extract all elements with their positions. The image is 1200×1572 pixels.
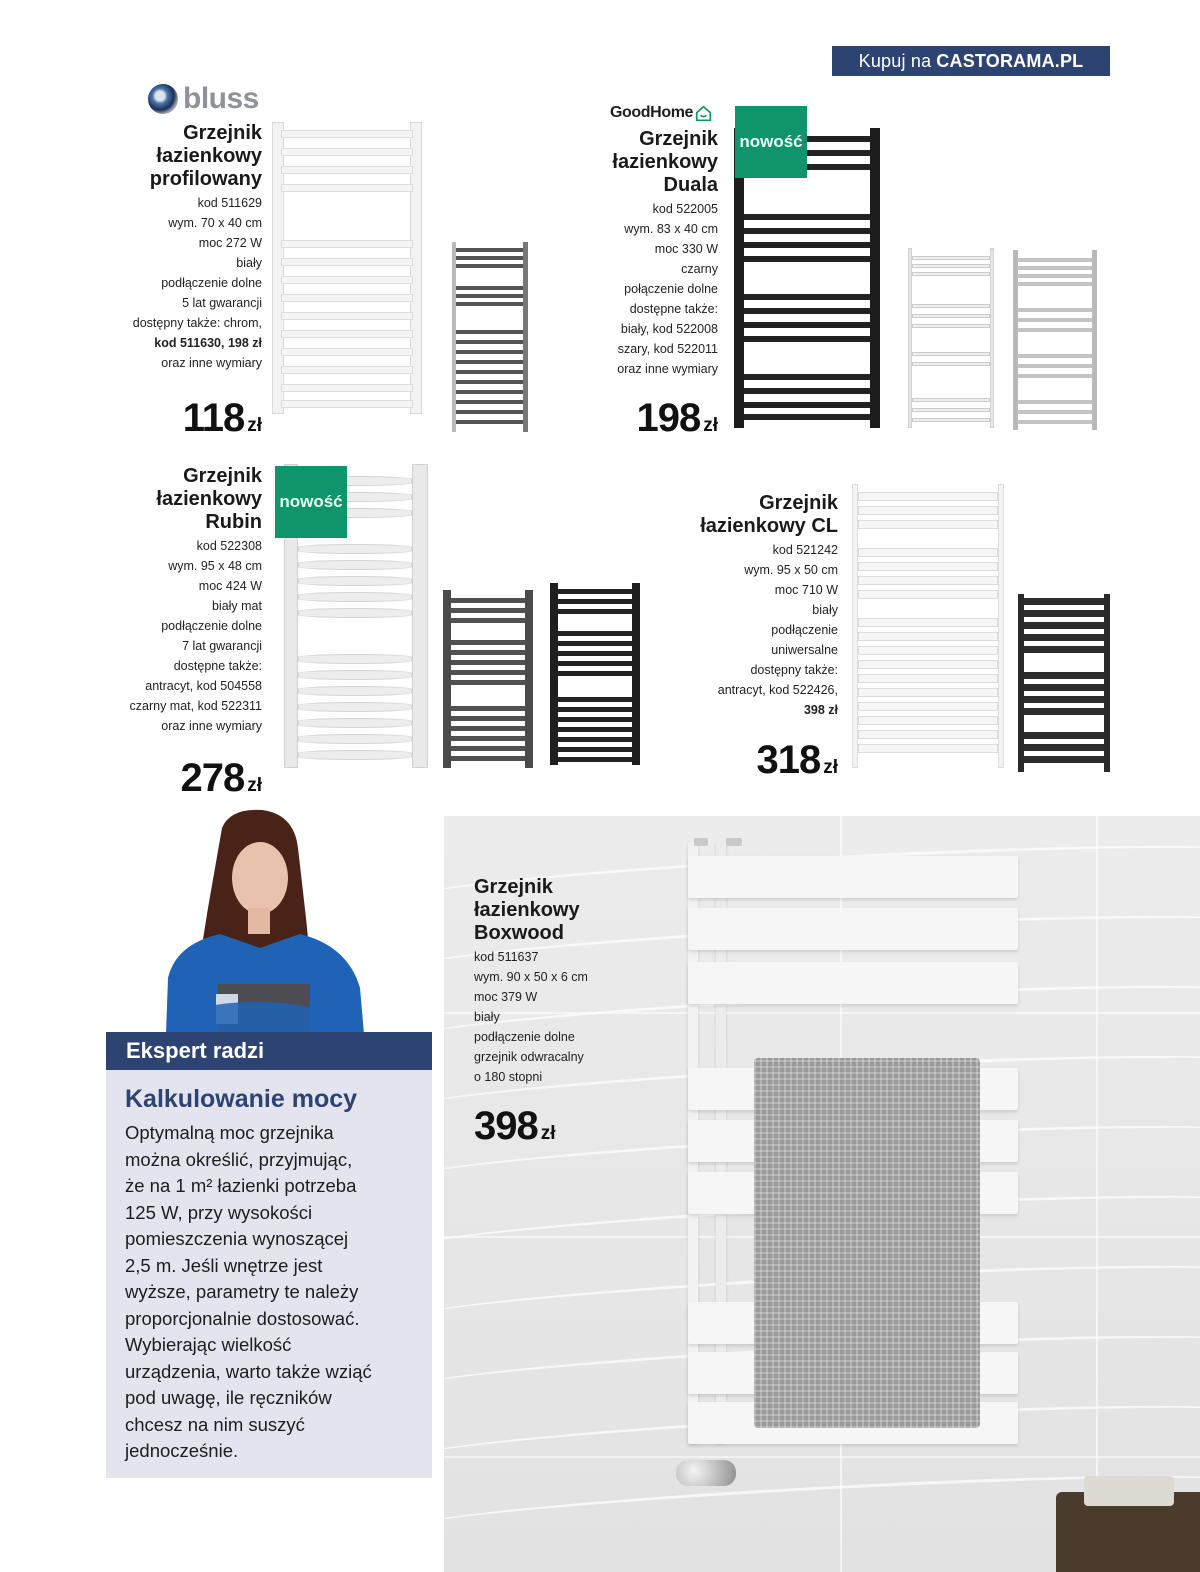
brand-name: GoodHome bbox=[610, 104, 694, 121]
product-specs: kod 521242 wym. 95 x 50 cm moc 710 W biały podłączenie uniwersalne dostępny także: antracyt, kod 522426, 398 zł bbox=[717, 543, 838, 717]
bluss-logo-icon bbox=[148, 84, 178, 114]
product-specs: kod 511629 wym. 70 x 40 cm moc 272 W biały podłączenie dolne 5 lat gwarancji dostępny także: chrom, kod 511630, 198 zł oraz inne wymiary bbox=[132, 196, 262, 370]
radiator-image-chrome bbox=[452, 242, 528, 432]
product-card-duala bbox=[518, 128, 718, 379]
radiator-image-white-curved bbox=[272, 122, 422, 414]
product-card-boxwood bbox=[474, 876, 674, 1087]
product-price: 398 zł bbox=[474, 1104, 556, 1148]
bluss-logo bbox=[148, 82, 259, 116]
product-title: Grzejnik łazienkowy Rubin bbox=[156, 465, 262, 533]
product-price: 318 zł bbox=[756, 738, 838, 782]
product-title: Grzejnik łazienkowy profilowany bbox=[149, 122, 262, 190]
expert-photo bbox=[160, 808, 370, 1034]
expert-advice-header: Ekspert radzi bbox=[106, 1032, 432, 1070]
goodhome-logo bbox=[610, 104, 712, 122]
product-title: Grzejnik łazienkowy CL bbox=[700, 492, 838, 537]
banner-site: CASTORAMA.PL bbox=[936, 50, 1084, 71]
expert-advice-title: Kalkulowanie mocy bbox=[125, 1085, 358, 1113]
expert-advice-text: Optymalną moc grzejnika można określić, przyjmując, że na 1 m² łazienki potrzeba 125 W, przy wysokości pomieszczenia wynoszącej 2,5 m. Jeśli wnętrze jest wyższe, parametry te należy proporcjonalnie dostosować. Wybierając wielkość urządzenia, warto także wziąć pod uwagę, ile ręczników chcesz na nim suszyć jednocześnie. bbox=[125, 1122, 372, 1461]
product-specs: kod 522005 wym. 83 x 40 cm moc 330 W czarny połączenie dolne dostępne także: biały, kod 522008 szary, kod 522011 oraz inne wymiary bbox=[617, 202, 718, 376]
product-price: 278 zł bbox=[180, 756, 262, 800]
product-price: 118 zł bbox=[182, 396, 262, 440]
product-title: Grzejnik łazienkowy Boxwood bbox=[474, 876, 580, 944]
goodhome-house-icon bbox=[695, 105, 712, 122]
product-title: Grzejnik łazienkowy Duala bbox=[612, 128, 718, 196]
product-card-cl bbox=[648, 492, 838, 720]
new-badge: nowość bbox=[735, 106, 807, 178]
product-card-rubin bbox=[72, 465, 262, 736]
new-badge: nowość bbox=[275, 466, 347, 538]
radiator-image-grey-variant bbox=[1013, 250, 1097, 430]
banner-prefix: Kupuj na bbox=[858, 50, 932, 71]
product-card-profilowany bbox=[82, 122, 262, 373]
towel bbox=[754, 1058, 980, 1428]
radiator-image-anthracite-cl bbox=[1018, 594, 1110, 772]
shop-online-banner[interactable] bbox=[832, 46, 1110, 76]
product-specs: kod 511637 wym. 90 x 50 x 6 cm moc 379 W biały podłączenie dolne grzejnik odwracalny o 180 stopni bbox=[474, 950, 588, 1084]
radiator-image-anthracite bbox=[443, 590, 533, 768]
product-price: 198 zł bbox=[636, 396, 718, 440]
brand-name: bluss bbox=[183, 82, 259, 115]
product-specs: kod 522308 wym. 95 x 48 cm moc 424 W biały mat podłączenie dolne 7 lat gwarancji dostępne także: antracyt, kod 504558 czarny mat, kod 522311 oraz inne wymiary bbox=[129, 539, 262, 733]
expert-advice-box bbox=[106, 1070, 432, 1478]
radiator-image-white-cl bbox=[852, 484, 1004, 768]
radiator-image-white-variant bbox=[908, 248, 994, 428]
radiator-image-black-mat bbox=[550, 583, 640, 765]
